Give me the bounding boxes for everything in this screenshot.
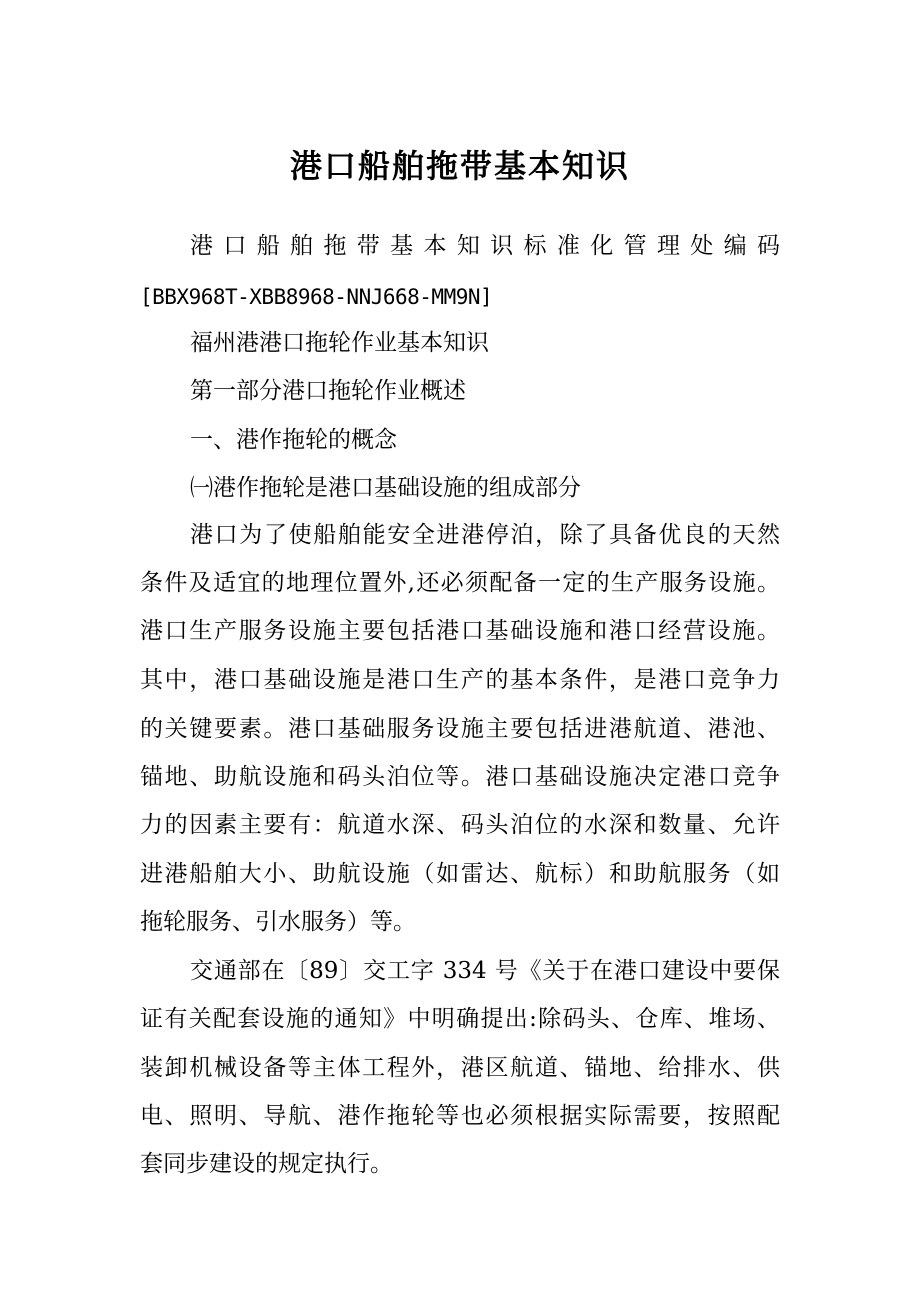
paragraph1-line: 的关键要素。港口基础服务设施主要包括进港航道、港池、 — [140, 716, 780, 742]
paragraph2-line: 交通部在〔89〕交工字 334 号《关于在港口建设中要保 — [190, 958, 780, 984]
paragraph2-line: 证有关配套设施的通知》中明确提出:除码头、仓库、堆场、 — [140, 1006, 780, 1032]
paragraph1-line: 进港船舶大小、助航设施（如雷达、航标）和助航服务（如 — [140, 861, 780, 887]
paragraph2-line: 电、照明、导航、港作拖轮等也必须根据实际需要，按照配 — [140, 1103, 780, 1129]
paragraph1-line: 条件及适宜的地理位置外,还必须配备一定的生产服务设施。 — [140, 570, 780, 596]
part-heading: 第一部分港口拖轮作业概述 — [190, 378, 466, 404]
paragraph1-line: 港口为了使船舶能安全进港停泊，除了具备优良的天然 — [190, 522, 780, 548]
paragraph1-line: 其中，港口基础设施是港口生产的基本条件，是港口竞争力 — [140, 667, 780, 693]
paragraph1-line: 力的因素主要有：航道水深、码头泊位的水深和数量、允许 — [140, 812, 780, 838]
paragraph1-line: 锚地、助航设施和码头泊位等。港口基础设施决定港口竞争 — [140, 764, 780, 790]
paragraph1-line: 港口生产服务设施主要包括港口基础设施和港口经营设施。 — [140, 618, 780, 644]
section-heading: 一、港作拖轮的概念 — [190, 427, 397, 453]
subsection-heading: ㈠港作拖轮是港口基础设施的组成部分 — [190, 475, 581, 501]
paragraph1-line: 拖轮服务、引水服务）等。 — [140, 909, 416, 935]
header-code-line: [BBX968T-XBB8968-NNJ668-MM9N] — [140, 285, 493, 309]
subtitle: 福州港港口拖轮作业基本知识 — [190, 330, 489, 356]
header-line-1: 港口船舶拖带基本知识标准化管理处编码 — [190, 233, 780, 259]
paragraph2-line: 装卸机械设备等主体工程外，港区航道、锚地、给排水、供 — [140, 1055, 780, 1081]
paragraph2-line: 套同步建设的规定执行。 — [140, 1151, 393, 1177]
document-title: 港口船舶拖带基本知识 — [289, 147, 630, 185]
